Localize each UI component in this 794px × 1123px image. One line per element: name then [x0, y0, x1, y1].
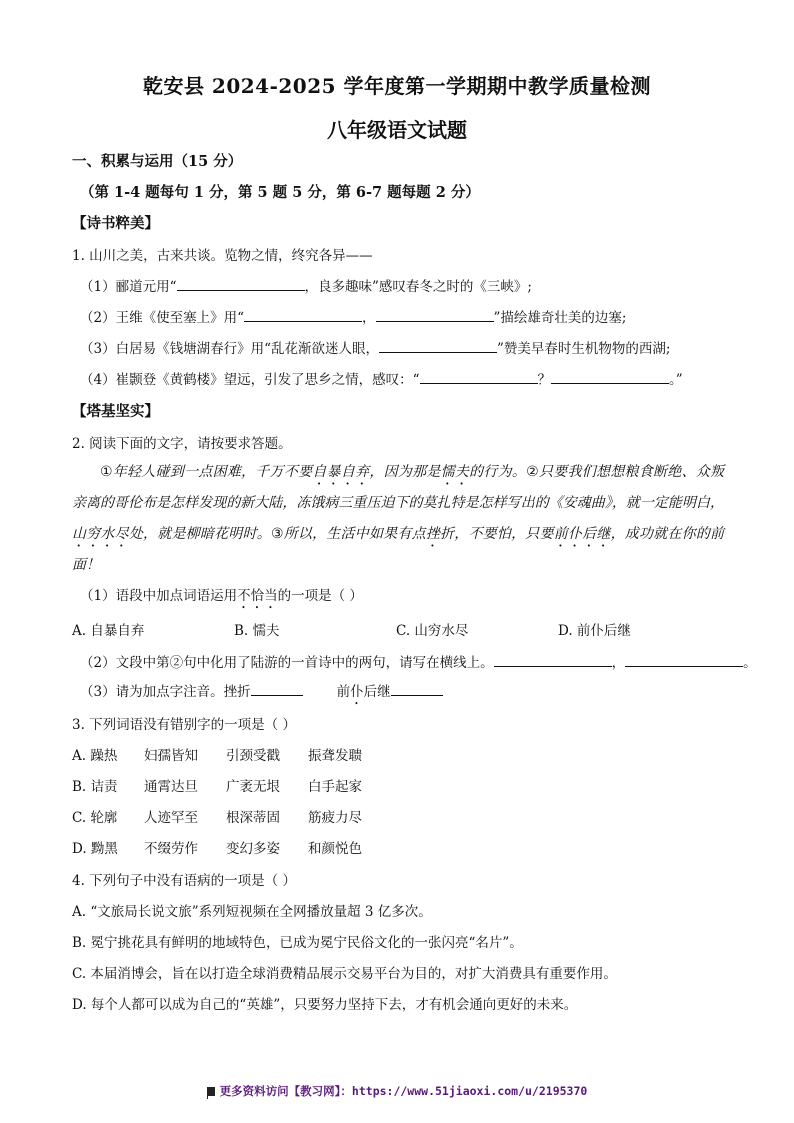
q3-word: D. 黝黑: [72, 841, 118, 857]
q3-option-row[interactable]: [72, 806, 732, 826]
q2-sub-2-text: 。: [743, 655, 757, 671]
q1-item-2-text-c: ”描绘雄奇壮美的边塞;: [493, 310, 627, 326]
q3-stem: 3. 下列词语没有错别字的一项是（ ）: [72, 717, 296, 733]
q4-option-c[interactable]: C. 本届消博会，旨在以打造全球消费精品展示交易平台为目的，对扩大消费具有重要作用。: [72, 966, 617, 982]
q3-word: 变幻多姿: [226, 841, 280, 857]
answer-blank[interactable]: [391, 681, 443, 696]
exam-title: 乾安县 2024-2025 学年度第一学期期中教学质量检测: [142, 74, 652, 98]
q4-option-a[interactable]: A. “文旅局长说文旅”系列短视频在全网播放量超 3 亿多次。: [72, 904, 432, 920]
answer-blank[interactable]: [177, 276, 305, 291]
dotted-word: 仆: [350, 684, 364, 700]
q3-word: 筋疲力尽: [308, 810, 362, 826]
q2-options: [72, 619, 732, 639]
q2-sub-3-text: （3）请为加点字注音。挫: [80, 684, 238, 700]
dotted-word: 自暴自弃: [312, 464, 370, 480]
answer-blank[interactable]: [625, 652, 743, 667]
option-a[interactable]: A. 自暴自弃: [72, 623, 145, 639]
dotted-word: 前仆后继: [553, 526, 611, 542]
option-b[interactable]: B. 懦夫: [234, 623, 280, 639]
answer-blank[interactable]: [379, 338, 497, 353]
q3-word: 和颜悦色: [308, 841, 362, 857]
passage-text: 处，就是柳暗花明时。③所以，生活中如果有点: [128, 526, 426, 542]
q1-stem: 1. 山川之美，古来共谈。览物之情，终究各异——: [72, 248, 373, 264]
passage-text: 折，不要怕，只要: [440, 526, 554, 542]
q1-item-4-text-a: （4）崔颢登《黄鹤楼》望远，引发了思乡之情，感叹：“: [80, 372, 420, 388]
q3-option-row[interactable]: [72, 775, 732, 795]
passage-text: ①年轻人碰到一点困难，千万不要: [100, 464, 313, 480]
dotted-word: 懦夫: [440, 464, 470, 480]
q3-word: 根深蒂固: [226, 810, 280, 826]
part-title-foundation: 【塔基坚实】: [72, 403, 159, 420]
q3-word: 通霄达旦: [144, 779, 198, 795]
footer-text: 更多资料访问【教习网】：https://www.51jiaoxi.com/u/2195370: [219, 1084, 588, 1098]
q3-word: 人迹罕至: [144, 810, 198, 826]
option-d[interactable]: D. 前仆后继: [558, 623, 631, 639]
q2-sub-2-text: ，: [611, 655, 626, 671]
exam-subtitle: 八年级语文试题: [327, 118, 467, 142]
q1-item-1: [80, 275, 740, 295]
q2-sub-2: [80, 651, 757, 671]
option-c[interactable]: C. 山穷水尽: [396, 623, 469, 639]
footer-link[interactable]: [0, 1083, 794, 1099]
answer-blank[interactable]: [494, 652, 612, 667]
q3-word: 振聋发聩: [308, 748, 362, 764]
q2-sub-1: [80, 584, 740, 612]
q1-item-2: [80, 306, 740, 326]
q2-sub-3: [80, 680, 740, 708]
q3-option-row[interactable]: [72, 744, 732, 764]
flag-icon: [207, 1087, 215, 1096]
answer-blank[interactable]: [420, 369, 538, 384]
q3-word: C. 轮廓: [72, 810, 118, 826]
dotted-word: 山穷水尽: [72, 526, 129, 542]
answer-blank[interactable]: [244, 307, 362, 322]
q1-item-2-text-a: （2）王维《使至塞上》用“: [80, 310, 244, 326]
answer-blank[interactable]: [551, 369, 669, 384]
q1-item-1-text-b: ，良多趣味”感叹春冬之时的《三峡》;: [304, 279, 532, 295]
q3-word: 广袤无垠: [226, 779, 280, 795]
section-heading: 一、积累与运用（15 分）: [72, 153, 243, 170]
q4-option-b[interactable]: B. 冕宁挑花具有鲜明的地域特色，已成为冕宁民俗文化的一张闪亮“名片”。: [72, 935, 523, 951]
q1-item-4: [80, 368, 740, 388]
q2-sub-2-text: （2）文段中第②句中化用了陆游的一首诗中的两句，请写在横线上。: [80, 655, 494, 671]
q2-sub-1-text: 的一项是（ ）: [277, 588, 363, 604]
q1-item-1-text-a: （1）郦道元用“: [80, 279, 177, 295]
q3-option-row[interactable]: [72, 837, 732, 857]
q1-item-3: [80, 337, 740, 357]
answer-blank[interactable]: [251, 681, 303, 696]
q3-word: 妇孺皆知: [144, 748, 198, 764]
passage-text: ，成功就在你的前面！: [72, 526, 725, 573]
q4-option-d[interactable]: D. 每个人都可以成为自己的“英雄”，只要努力坚持下去，才有机会通向更好的未来。: [72, 997, 578, 1013]
q1-item-2-text-b: ，: [362, 310, 376, 326]
passage-text: ，因为那是: [369, 464, 441, 480]
q3-word: 引颈受戳: [226, 748, 280, 764]
q1-item-3-text-a: （3）白居易《钱塘湖春行》用“乱花渐欲迷人眼，: [80, 341, 379, 357]
q1-item-3-text-b: ”赞美早春时生机物物的西湖;: [497, 341, 671, 357]
q3-word: 不缀劳作: [144, 841, 198, 857]
q2-passage: [72, 457, 724, 581]
q2-sub-3-text: 后继: [363, 684, 391, 700]
section-note: （第 1-4 题每句 1 分，第 5 题 5 分，第 6-7 题每题 2 分）: [80, 184, 480, 201]
q2-sub-1-text: （1）语段中加点词语运用: [80, 588, 238, 604]
q1-item-4-text-b: ？: [537, 372, 551, 388]
q2-sub-3-text: 折: [237, 684, 251, 700]
passage-text: 的行为。②只要我们想想粮食断绝、众叛亲离的哥伦布是怎样发现的新大陆，冻饿病三重压迫下的莫扎特是怎样写出的《安魂曲》，就一定能明白，: [72, 464, 724, 511]
q2-sub-3-text: 前: [336, 684, 351, 700]
dotted-word: 挫: [425, 526, 441, 542]
q3-word: 白手起家: [308, 779, 362, 795]
answer-blank[interactable]: [376, 307, 494, 322]
q2-stem: 2. 阅读下面的文字，请按要求答题。: [72, 436, 292, 452]
dotted-word: 不恰当: [237, 588, 278, 604]
q3-word: A. 躁热: [72, 748, 118, 764]
q3-word: B. 诘责: [72, 779, 118, 795]
part-title-poetry: 【诗书粹美】: [72, 215, 159, 232]
q4-stem: 4. 下列句子中没有语病的一项是（ ）: [72, 873, 296, 889]
q1-item-4-text-c: 。”: [669, 372, 683, 388]
